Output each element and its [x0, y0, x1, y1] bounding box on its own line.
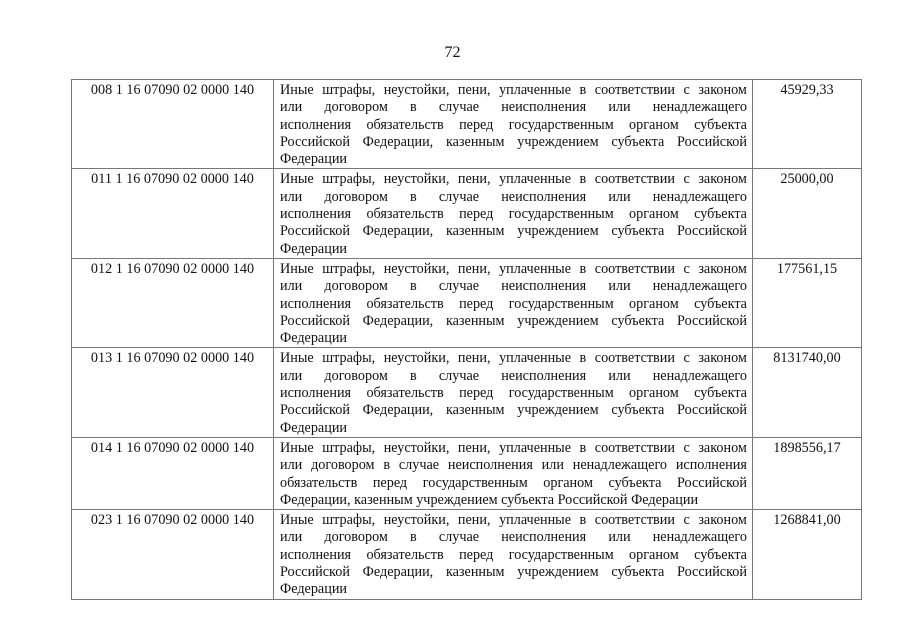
word: Российской	[677, 402, 747, 419]
word: учреждением	[517, 402, 599, 419]
word: законом	[698, 260, 747, 277]
word: ненадлежащего	[652, 529, 747, 546]
table-row	[72, 437, 862, 509]
word: учреждением	[517, 564, 599, 581]
description-line	[280, 117, 747, 134]
description-line	[280, 278, 747, 295]
word: законом	[698, 171, 747, 188]
word: органом	[543, 474, 593, 491]
word: соответствии	[594, 82, 675, 98]
word: случае	[438, 188, 480, 205]
word: органом	[629, 385, 679, 402]
word: договором	[324, 367, 388, 384]
word: Федерации,	[362, 402, 434, 419]
word: Иные	[280, 260, 314, 277]
word: с	[683, 350, 690, 367]
word: неисполнения	[447, 457, 533, 474]
description-line	[280, 296, 747, 313]
word: соответствии	[594, 350, 675, 367]
word: обязательств	[366, 116, 444, 133]
amount-cell: 25000,00	[753, 169, 862, 258]
word: или	[280, 99, 303, 116]
description-line	[280, 223, 747, 240]
word: пени,	[457, 82, 491, 98]
description-line	[280, 206, 747, 223]
word: уплаченные	[499, 82, 572, 98]
table-row	[72, 80, 862, 169]
budget-code-cell: 023 1 16 07090 02 0000 140	[72, 510, 274, 599]
word: штрафы,	[322, 260, 376, 277]
word: субъекта	[694, 385, 747, 402]
word: штрафы,	[322, 82, 376, 98]
table-row	[72, 510, 862, 599]
word: исполнения	[675, 457, 747, 474]
word: субъекта	[611, 312, 665, 329]
word: Федерации,	[362, 223, 434, 240]
word: в	[579, 171, 587, 188]
table-row	[72, 169, 862, 258]
word: Российской	[677, 564, 747, 581]
word: неустойки,	[383, 260, 450, 277]
word: Федерации,	[362, 312, 434, 329]
word: в	[410, 278, 417, 295]
word: органом	[629, 546, 679, 563]
word: законом	[698, 439, 747, 456]
word: органом	[629, 295, 679, 312]
word: Российской	[677, 474, 747, 491]
word: в	[410, 529, 417, 546]
word: казенным	[445, 223, 505, 240]
word: соответствии	[594, 171, 675, 188]
description-line	[280, 368, 747, 385]
description-cell	[274, 510, 753, 599]
word: или	[608, 99, 631, 116]
word: исполнения	[280, 206, 352, 223]
word: государственным	[508, 385, 614, 402]
description-line	[280, 261, 747, 278]
word: субъекта	[611, 564, 665, 581]
word: пени,	[457, 171, 491, 188]
amount-cell: 177561,15	[753, 258, 862, 347]
amount-cell: 1898556,17	[753, 437, 862, 509]
word: Российской	[677, 312, 747, 329]
word: соответствии	[594, 260, 675, 277]
word: неустойки,	[383, 439, 450, 456]
word: в	[579, 512, 587, 529]
word: договором	[324, 529, 388, 546]
word: соответствии	[594, 512, 675, 529]
word: перед	[459, 206, 494, 223]
budget-code-cell: 014 1 16 07090 02 0000 140	[72, 437, 274, 509]
table-row	[72, 258, 862, 347]
word: Российской	[280, 223, 350, 240]
word: учреждением	[517, 133, 599, 150]
word: государственным	[422, 474, 528, 491]
word: или	[608, 278, 631, 295]
description-cell	[274, 348, 753, 437]
description-cell	[274, 258, 753, 347]
budget-code-cell: 008 1 16 07090 02 0000 140	[72, 80, 274, 169]
description-line	[280, 350, 747, 367]
word: в	[410, 99, 417, 116]
budget-code-cell: 012 1 16 07090 02 0000 140	[72, 258, 274, 347]
budget-code-cell: 011 1 16 07090 02 0000 140	[72, 169, 274, 258]
word: обязательств	[366, 546, 444, 563]
word: Российской	[280, 312, 350, 329]
description-line	[280, 475, 747, 492]
word: штрафы,	[322, 439, 376, 456]
word: с	[683, 512, 690, 529]
word: неустойки,	[383, 171, 450, 188]
description-line: Федерации	[280, 581, 348, 598]
description-cell	[274, 169, 753, 258]
word: в	[383, 457, 391, 474]
description-line	[280, 529, 747, 546]
word: исполнения	[280, 546, 352, 563]
word: случае	[438, 99, 480, 116]
description-cell	[274, 437, 753, 509]
word: Российской	[280, 402, 350, 419]
word: государственным	[508, 546, 614, 563]
word: законом	[698, 350, 747, 367]
word: или	[280, 188, 303, 205]
table-row	[72, 348, 862, 437]
word: в	[579, 439, 587, 456]
word: неисполнения	[501, 367, 587, 384]
word: казенным	[445, 312, 505, 329]
word: в	[410, 367, 417, 384]
word: штрафы,	[322, 350, 376, 367]
word: субъекта	[694, 116, 747, 133]
amount-cell: 45929,33	[753, 80, 862, 169]
description-line: Федерации	[280, 151, 348, 168]
description-line	[280, 457, 747, 474]
word: учреждением	[517, 223, 599, 240]
word: соответствии	[594, 439, 675, 456]
word: или	[280, 278, 303, 295]
word: неисполнения	[501, 99, 587, 116]
word: Федерации,	[362, 133, 434, 150]
word: в	[579, 260, 587, 277]
word: с	[683, 439, 690, 456]
description-line: Федерации	[280, 240, 348, 257]
description-line: Федерации	[280, 419, 348, 436]
word: ненадлежащего	[652, 188, 747, 205]
word: субъекта	[694, 546, 747, 563]
amount-cell: 8131740,00	[753, 348, 862, 437]
word: или	[608, 188, 631, 205]
word: уплаченные	[499, 260, 572, 277]
word: ненадлежащего	[652, 278, 747, 295]
word: неустойки,	[383, 82, 450, 98]
word: с	[683, 171, 690, 188]
word: обязательств	[280, 474, 358, 491]
word: субъекта	[611, 133, 665, 150]
word: договором	[324, 99, 388, 116]
word: неисполнения	[501, 529, 587, 546]
description-line	[280, 564, 747, 581]
word: обязательств	[366, 295, 444, 312]
word: субъекта	[611, 223, 665, 240]
word: случае	[438, 367, 480, 384]
word: Иные	[280, 171, 314, 188]
word: ненадлежащего	[652, 367, 747, 384]
word: субъекта	[608, 474, 662, 491]
word: уплаченные	[499, 350, 572, 367]
word: в	[579, 82, 587, 98]
word: исполнения	[280, 385, 352, 402]
word: или	[608, 529, 631, 546]
word: Российской	[677, 223, 747, 240]
word: законом	[698, 82, 747, 98]
word: перед	[459, 546, 494, 563]
description-line	[280, 171, 747, 188]
word: органом	[629, 116, 679, 133]
word: с	[683, 82, 690, 98]
word: или	[280, 367, 303, 384]
word: Иные	[280, 82, 314, 98]
description-line	[280, 385, 747, 402]
description-cell	[274, 80, 753, 169]
word: или	[280, 457, 303, 474]
word: субъекта	[694, 295, 747, 312]
word: штрафы,	[322, 171, 376, 188]
word: в	[579, 350, 587, 367]
word: Российской	[280, 564, 350, 581]
word: пени,	[457, 350, 491, 367]
word: или	[541, 457, 564, 474]
word: в	[410, 188, 417, 205]
word: уплаченные	[499, 439, 572, 456]
word: уплаченные	[499, 171, 572, 188]
description-line: Федерации, казенным учреждением субъекта Российской Федерации	[280, 491, 699, 508]
word: Иные	[280, 439, 314, 456]
word: случае	[398, 457, 440, 474]
word: казенным	[445, 133, 505, 150]
description-line	[280, 313, 747, 330]
word: случае	[438, 529, 480, 546]
word: ненадлежащего	[652, 99, 747, 116]
word: ненадлежащего	[572, 457, 668, 474]
word: исполнения	[280, 295, 352, 312]
description-line	[280, 189, 747, 206]
word: неисполнения	[501, 278, 587, 295]
description-line	[280, 134, 747, 151]
description-line	[280, 512, 747, 529]
description-line: Федерации	[280, 330, 348, 347]
word: неисполнения	[501, 188, 587, 205]
word: органом	[629, 206, 679, 223]
word: государственным	[508, 206, 614, 223]
description-line	[280, 82, 747, 99]
word: неустойки,	[383, 512, 450, 529]
description-line	[280, 402, 747, 419]
word: исполнения	[280, 116, 352, 133]
word: с	[683, 260, 690, 277]
table-body	[72, 80, 862, 600]
word: неустойки,	[383, 350, 450, 367]
revenue-table	[71, 79, 862, 600]
word: договором	[324, 188, 388, 205]
description-line	[280, 547, 747, 564]
word: перед	[459, 116, 494, 133]
word: Иные	[280, 350, 314, 367]
word: законом	[698, 512, 747, 529]
page-number: 72	[444, 44, 461, 61]
word: обязательств	[366, 385, 444, 402]
word: Иные	[280, 512, 314, 529]
word: пени,	[457, 260, 491, 277]
word: Федерации,	[362, 564, 434, 581]
word: штрафы,	[322, 512, 376, 529]
budget-code-cell: 013 1 16 07090 02 0000 140	[72, 348, 274, 437]
word: учреждением	[517, 312, 599, 329]
word: договором	[324, 278, 388, 295]
word: обязательств	[366, 206, 444, 223]
word: казенным	[445, 402, 505, 419]
word: или	[280, 529, 303, 546]
word: пени,	[457, 439, 491, 456]
word: государственным	[508, 295, 614, 312]
description-line	[280, 440, 747, 457]
word: казенным	[445, 564, 505, 581]
word: Российской	[677, 133, 747, 150]
word: пени,	[457, 512, 491, 529]
word: или	[608, 367, 631, 384]
word: государственным	[508, 116, 614, 133]
amount-cell: 1268841,00	[753, 510, 862, 599]
word: субъекта	[611, 402, 665, 419]
word: уплаченные	[499, 512, 572, 529]
word: договором	[311, 457, 375, 474]
description-line	[280, 99, 747, 116]
word: перед	[372, 474, 408, 491]
word: перед	[459, 385, 494, 402]
word: Российской	[280, 133, 350, 150]
word: субъекта	[694, 206, 747, 223]
word: случае	[438, 278, 480, 295]
word: перед	[459, 295, 494, 312]
